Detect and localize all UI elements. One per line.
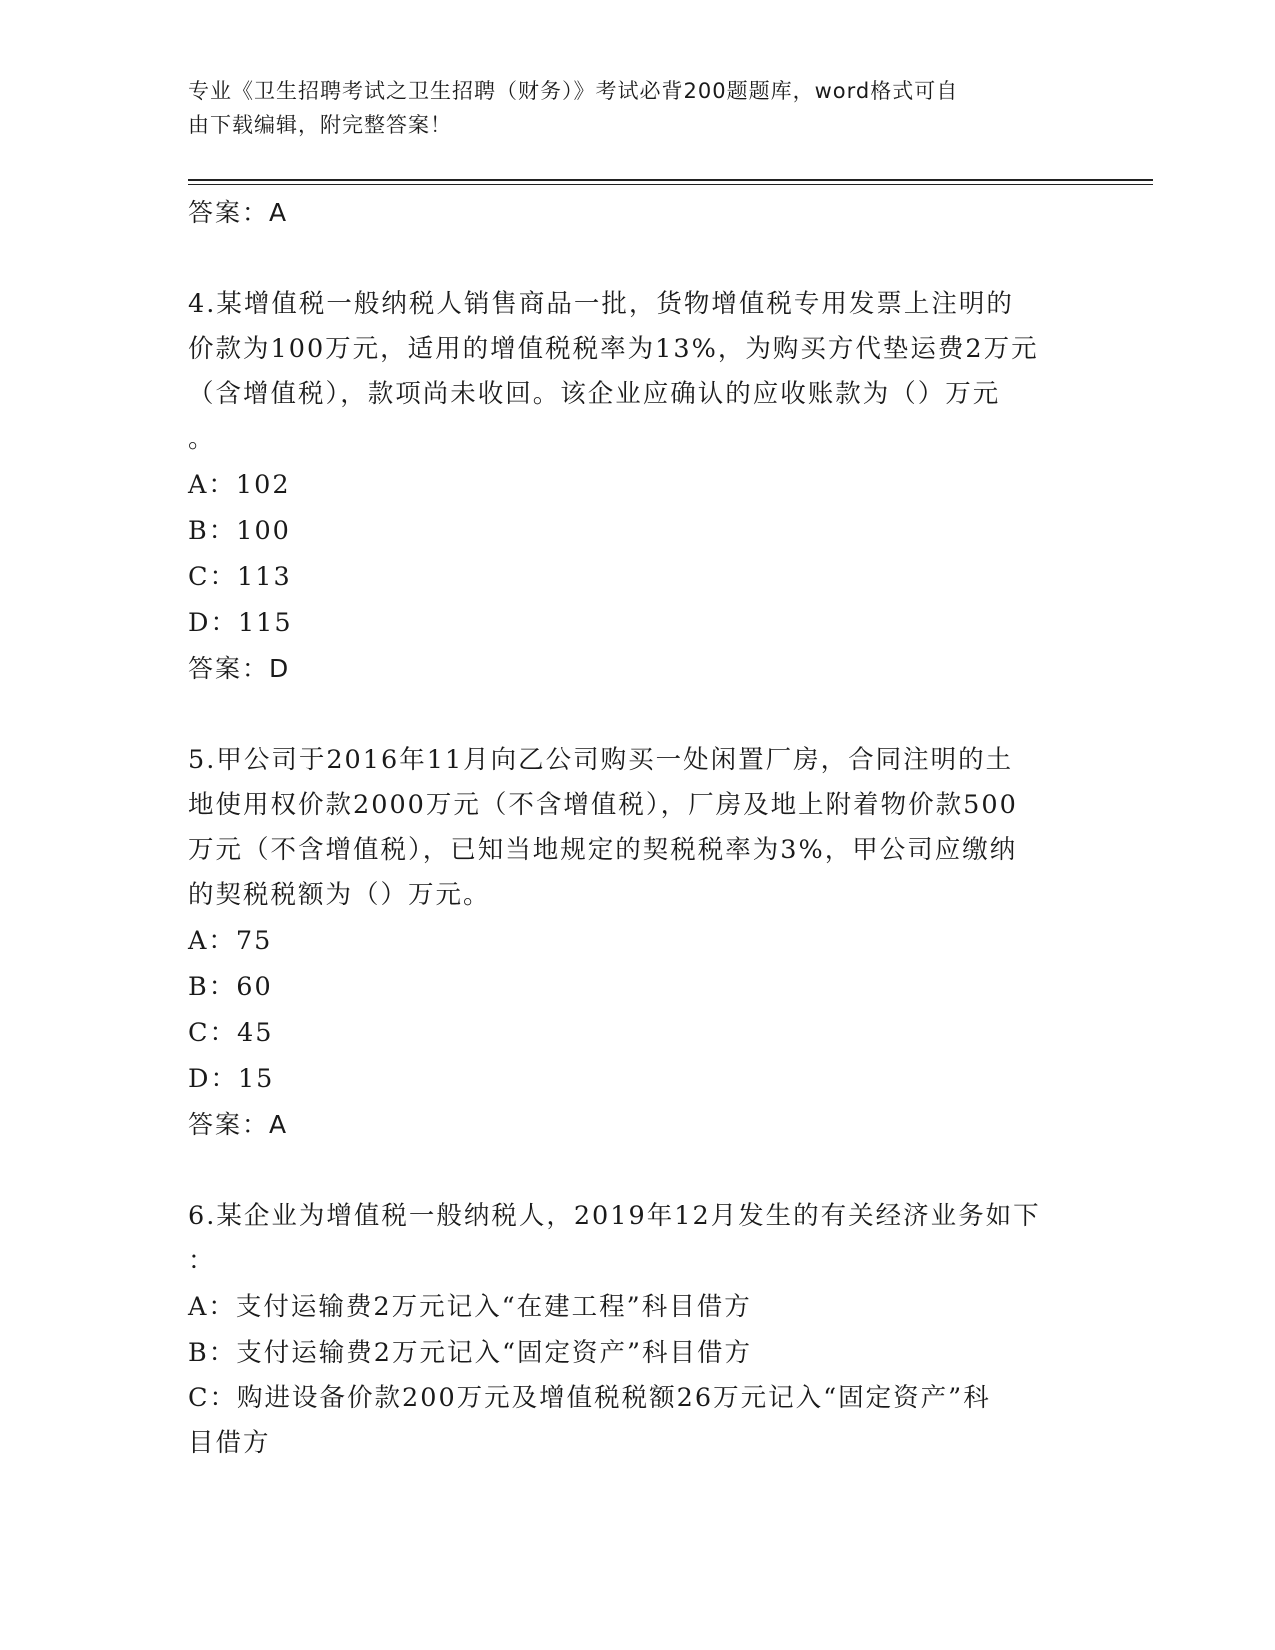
question-stem-line: 的契税税额为（）万元。 <box>188 880 491 910</box>
answer: 答案：D <box>188 654 291 683</box>
question-stem-line: 5.甲公司于2016年11月向乙公司购买一处闲置厂房，合同注明的土 <box>188 745 1014 775</box>
question-stem-line: 价款为100万元，适用的增值税税率为13%，为购买方代垫运费2万元 <box>188 334 1039 364</box>
document-header <box>188 74 1068 142</box>
document-body <box>188 190 1088 1466</box>
option-d: D：15 <box>188 1064 275 1094</box>
option-c-line: 目借方 <box>188 1428 271 1458</box>
option-a: A：102 <box>188 470 291 500</box>
question-stem-line: （含增值税），款项尚未收回。该企业应确认的应收账款为（）万元 <box>188 379 1001 409</box>
answer-prev: 答案：A <box>188 198 289 227</box>
option-b: B：100 <box>188 516 291 546</box>
question-stem-line: 万元（不含增值税），已知当地规定的契税税率为3%，甲公司应缴纳 <box>188 835 1018 865</box>
option-a: A：支付运输费2万元记入“在建工程”科目借方 <box>188 1292 752 1322</box>
question-stem-line: 4.某增值税一般纳税人销售商品一批，货物增值税专用发票上注明的 <box>188 289 1014 319</box>
option-b: B：60 <box>188 972 273 1002</box>
option-c-line: C：购进设备价款200万元及增值税税额26万元记入“固定资产”科 <box>188 1383 991 1413</box>
spacer <box>188 236 1088 282</box>
question-stem-line: 地使用权价款2000万元（不含增值税），厂房及地上附着物价款500 <box>188 790 1018 820</box>
question-stem-line: 6.某企业为增值税一般纳税人，2019年12月发生的有关经济业务如下 <box>188 1201 1041 1231</box>
option-c: C：45 <box>188 1018 274 1048</box>
header-line-2: 由下载编辑，附完整答案！ <box>188 113 452 137</box>
option-c: C：113 <box>188 562 292 592</box>
spacer <box>188 692 1088 738</box>
spacer <box>188 1148 1088 1194</box>
question-stem-line: 。 <box>188 424 216 454</box>
question-4 <box>188 282 1088 692</box>
option-b: B：支付运输费2万元记入“固定资产”科目借方 <box>188 1338 753 1368</box>
option-a: A：75 <box>188 926 273 956</box>
header-line-1: 专业《卫生招聘考试之卫生招聘（财务）》考试必背200题题库，word格式可自 <box>188 79 959 103</box>
question-5 <box>188 738 1088 1148</box>
question-stem-line: ： <box>188 1246 216 1276</box>
option-d: D：115 <box>188 608 293 638</box>
header-divider-thin <box>188 184 1153 185</box>
question-6 <box>188 1194 1088 1466</box>
header-divider-thick <box>188 179 1153 181</box>
answer: 答案：A <box>188 1110 289 1139</box>
